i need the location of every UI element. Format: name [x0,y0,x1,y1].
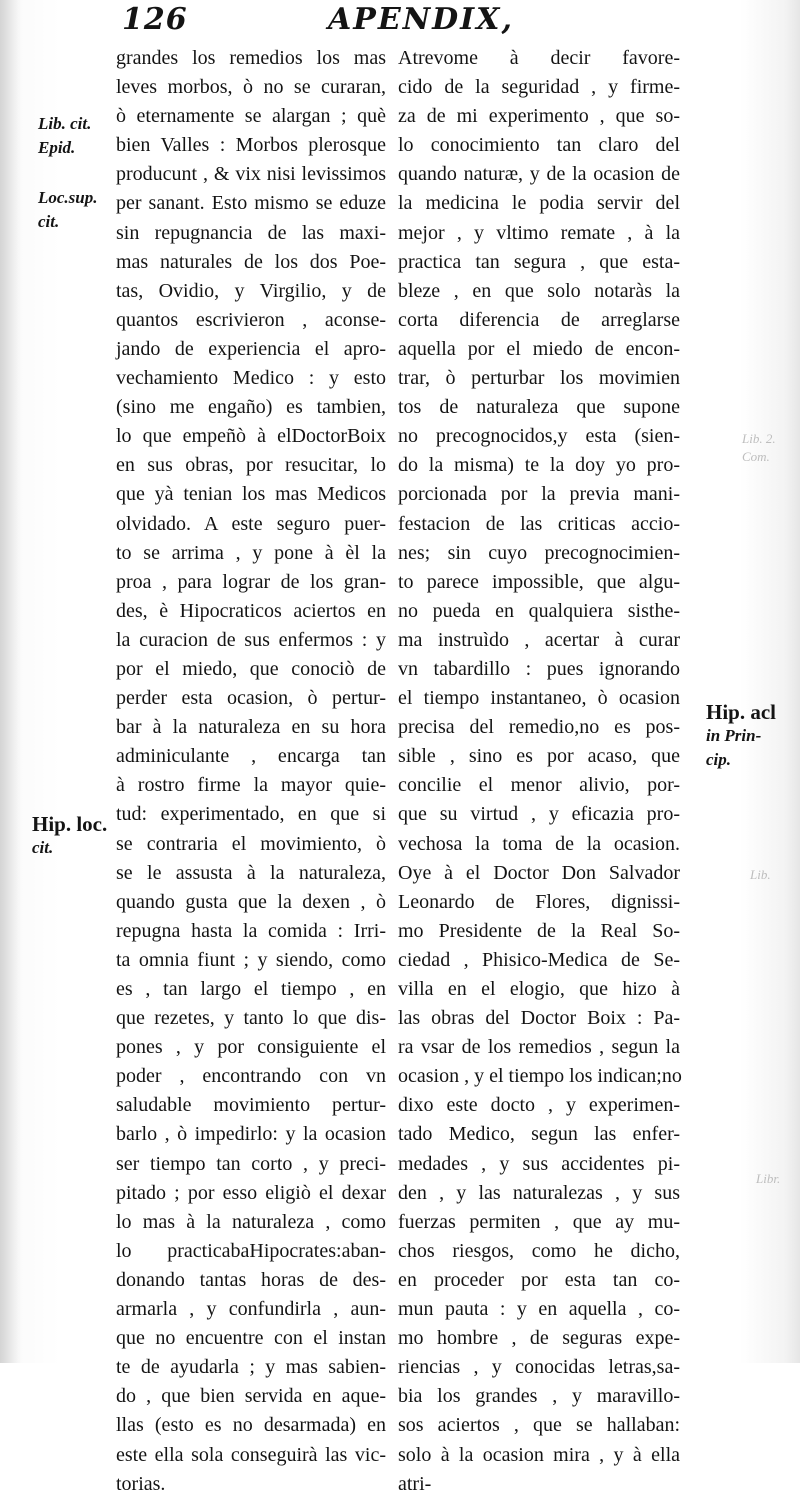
text-line: quantos escrivieron , aconse- [116,308,386,331]
margin-note-hip-loc [32,812,107,860]
text-line: que yà tenian los mas Medicos [116,483,386,506]
text-line: quando naturæ, y de la ocasion de [398,163,680,186]
bleed-line: Libr. [756,1171,781,1186]
text-line: ser tiempo tan corto , y preci- [116,1152,386,1175]
text-line: tado Medico, segun las enfer- [398,1123,680,1146]
text-line: armarla , y confundirla , aun- [116,1298,386,1321]
bleed-through-note [750,866,771,884]
text-line: bia los grandes , y maravillo- [398,1385,680,1408]
text-line: grandes los remedios los mas [116,47,386,69]
margin-note-line: Hip. acl [706,700,777,724]
text-line: olvidado. A este seguro puer- [116,512,386,535]
text-line: vn tabardillo : pues ignorando [398,657,680,680]
text-line: que su virtud , y eficazia pro- [398,803,680,826]
text-line: to parece impossible, que algu- [398,570,680,593]
text-line: vechamiento Medico : y esto [116,367,386,390]
text-line: sible , sino es por acaso, que [398,745,680,768]
margin-note-line: Hip. loc. [32,812,108,836]
text-line: mo hombre , de seguras expe- [398,1327,680,1350]
bleed-line: Lib. [750,867,771,882]
text-line: practica tan segura , que esta- [398,250,680,273]
margin-note-loc-sup [38,186,98,234]
text-line: bleze , en que solo notaràs la [398,279,680,302]
text-line: por el miedo, que conociò de [116,657,386,680]
text-line: el tiempo instantaneo, ò ocasion [398,687,680,710]
text-line: sos aciertos , que se hallaban: [398,1414,680,1437]
text-line: dixo este docto , y experimen- [398,1094,680,1117]
text-line: tas, Ovidio, y Virgilio, y de [116,279,386,302]
text-line: saludable movimiento pertur- [116,1094,386,1117]
running-head: APENDIX, [328,2,514,37]
text-line: pitado ; por esso eligiò el dexar [116,1181,386,1204]
text-line: ma instruìdo , acertar à curar [398,628,680,651]
text-line: mo Presidente de la Real So- [398,919,680,942]
text-line: poder , encontrando con vn [116,1065,386,1088]
margin-note-line: Epid. [38,138,76,157]
text-line: za de mi experimento , que so- [398,105,680,128]
text-line: tud: experimentado, en que si [116,803,386,826]
margin-note-line: Loc.sup. [38,188,98,207]
text-line: villa en el elogio, que hizo à [398,978,680,1000]
text-line: à rostro firme la mayor quie- [116,774,386,797]
text-line: riencias , y conocidas letras,sa- [398,1356,680,1379]
text-line: cido de la seguridad , y firme- [398,76,680,99]
text-line: trar, ò perturbar los movimien [398,367,680,390]
text-line: se le assusta à la naturaleza, [116,861,386,884]
text-line: atri- [398,1472,432,1495]
text-line: lo conocimiento tan claro del [398,134,680,157]
text-line: en sus obras, por resucitar, lo [116,454,386,477]
page-header [0,0,800,40]
text-line: mejor , y vltimo remate , à la [398,221,680,244]
text-line: que no encuentre con el instan [116,1327,386,1350]
spine-shadow [0,0,22,1363]
text-line: ra vsar de los remedios , segun la [398,1036,680,1059]
text-line: Leonardo de Flores, dignissi- [398,890,680,913]
text-line: corta diferencia de arreglarse [398,308,680,331]
bleed-through-note [756,1170,780,1188]
text-line: den , y las naturalezas , y sus [398,1181,680,1204]
text-line: producunt , & vix nisi levissimos [116,163,386,186]
left-text-column [116,44,386,1499]
text-line: Oye à el Doctor Don Salvador [398,861,680,884]
text-line: aquella por el miedo de encon- [398,337,680,360]
text-line: jando de experiencia el apro- [116,337,386,360]
page-number: 126 [122,2,188,37]
margin-note-line: in Prin- [706,726,762,745]
text-line: (sino me engaño) es tambien, [116,396,386,419]
text-line: nes; sin cuyo precognocimien- [398,541,680,564]
bleed-line: Com. [742,449,770,464]
text-line: es , tan largo el tiempo , en [116,978,386,1000]
text-line: perder esta ocasion, ò pertur- [116,687,386,710]
text-line: lo que empeñò à elDoctorBoix [116,425,386,448]
text-line: mas naturales de los dos Poe- [116,250,386,273]
text-line: bar à la naturaleza en su hora [116,716,386,739]
text-line: este ella sola conseguirà las vic- [116,1443,386,1466]
text-line: concilie el menor alivio, por- [398,774,680,797]
bleed-line: Lib. 2. [742,431,776,446]
text-line: solo à la ocasion mira , y à ella [398,1443,680,1466]
text-line: do la misma) te la doy yo pro- [398,454,680,477]
margin-note-line: Lib. cit. [38,114,92,133]
text-line: pones , y por consiguiente el [116,1036,386,1059]
text-line: chos riesgos, como he dicho, [398,1239,680,1262]
text-line: la medicina le podia servir del [398,192,680,215]
text-line: porcionada por la previa mani- [398,483,680,506]
text-line: vechosa la toma de la ocasion. [398,832,680,855]
text-line: repugna hasta la comida : Irri- [116,919,386,942]
text-line: mun pauta : y en aquella , co- [398,1298,680,1321]
text-line: des, è Hipocraticos aciertos en [116,599,386,622]
text-line: do , que bien servida en aque- [116,1385,386,1408]
text-line: te de ayudarla ; y mas sabien- [116,1356,386,1379]
text-line: las obras del Doctor Boix : Pa- [398,1007,680,1030]
text-line: llas (esto es no desarmada) en [116,1414,386,1437]
margin-note-hip-acl [706,700,776,772]
text-line: to se arrima , y pone à èl la [116,541,386,564]
text-line: quando gusta que la dexen , ò [116,890,386,913]
text-line: ciedad , Phisico-Medica de Se- [398,948,680,971]
text-line: precisa del remedio,no es pos- [398,716,680,739]
text-line: no precognocidos,y esta (sien- [398,425,680,448]
text-line: no pueda en qualquiera sisthe- [398,599,680,622]
margin-note-line: cit. [32,838,54,857]
text-line: adminiculante , encarga tan [116,745,386,768]
text-line: lo practicabaHipocrates:aban- [116,1239,386,1262]
text-line: per sanant. Esto mismo se eduze [116,192,386,215]
text-line: donando tantas horas de des- [116,1268,386,1291]
text-line: torias. [116,1472,166,1495]
margin-note-lib-cit [38,112,91,160]
text-line: fuerzas permiten , que ay mu- [398,1210,680,1233]
text-line: medades , y sus accidentes pi- [398,1152,680,1175]
text-line: se contraria el movimiento, ò [116,832,386,855]
bleed-through-note [742,430,776,466]
margin-note-line: cit. [38,212,60,231]
right-text-column [398,44,680,1499]
text-line: que rezetes, y tanto lo que dis- [116,1007,386,1030]
text-line: festacion de las criticas accio- [398,512,680,535]
text-line: tos de naturaleza que supone [398,396,680,419]
text-line: sin repugnancia de las maxi- [116,221,386,244]
text-line: ta omnia fiunt ; y siendo, como [116,948,386,971]
text-line: bien Valles : Morbos plerosque [116,134,386,157]
text-line: lo mas à la naturaleza , como [116,1210,386,1233]
text-line: ocasion , y el tiempo los indican;no [398,1065,682,1088]
text-line: leves morbos, ò no se curaran, [116,76,386,99]
margin-note-line: cip. [706,750,732,769]
text-line: ò eternamente se alargan ; què [116,105,386,128]
text-line: Atrevome à decir favore- [398,47,680,69]
text-line: proa , para lograr de los gran- [116,570,386,593]
text-line: barlo , ò impedirlo: y la ocasion [116,1123,386,1146]
text-line: en proceder por esta tan co- [398,1268,680,1291]
text-line: la curacion de sus enfermos : y [116,628,386,651]
